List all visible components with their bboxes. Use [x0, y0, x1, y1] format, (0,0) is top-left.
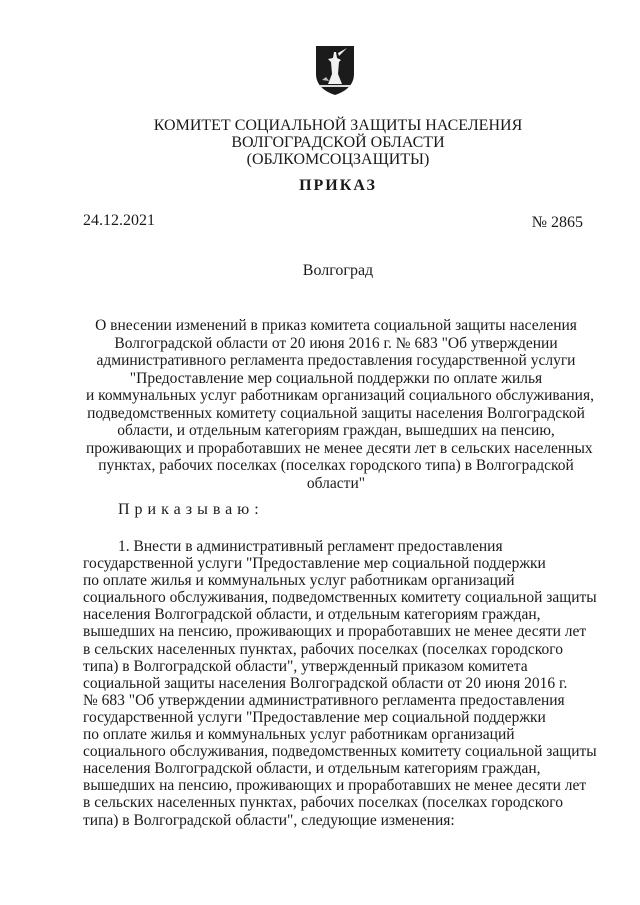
paragraph-line: социальной защиты населения Волгоградской области от 20 июня 2016 г. [83, 674, 568, 692]
paragraph-1 [83, 538, 597, 829]
subject-line: и коммунальных услуг работникам организаций социального обслуживания, [86, 387, 594, 404]
subject-line: Волгоградской области от 20 июня 2016 г. № 683 "Об утверждении [114, 334, 558, 352]
agency-line-3: (ОБЛКОМСОЦЗАЩИТЫ) [246, 151, 430, 168]
paragraph-line: № 683 "Об утверждении административного регламента предоставления [83, 691, 565, 709]
city-name: Волгоград [302, 262, 374, 279]
paragraph-line: населения Волгоградской области, и отдельным категориям граждан, [83, 760, 541, 778]
subject-line: подведомственных комитету социальной защиты населения Волгоградской [87, 404, 585, 422]
subject-line: области, и отдельным категориям граждан, вышедших на пенсию, [117, 422, 555, 439]
paragraph-line: по оплате жилья и коммунальных услуг работникам организаций [83, 726, 515, 744]
paragraph-line: государственной услуги "Предоставление мер социальной поддержки [83, 708, 546, 726]
order-subject [86, 317, 594, 492]
paragraph-line: в сельских населенных пунктах, рабочих поселках (поселках городского [83, 794, 563, 812]
agency-line-1: КОМИТЕТ СОЦИАЛЬНОЙ ЗАЩИТЫ НАСЕЛЕНИЯ [153, 117, 523, 134]
paragraph-line: вышедших на пенсию, проживающих и проработавших не менее десяти лет [83, 777, 587, 795]
paragraph-line: в сельских населенных пунктах, рабочих поселках (поселках городского [83, 640, 563, 658]
paragraph-line: типа) в Волгоградской области", утвержденный приказом комитета [83, 657, 528, 675]
subject-line: пунктах, рабочих поселках (поселках городского типа) в Волгоградской [98, 457, 574, 474]
paragraph-line: типа) в Волгоградской области", следующие изменения: [83, 811, 455, 829]
agency-line-2: ВОЛГОГРАДСКОЙ ОБЛАСТИ [231, 134, 445, 151]
subject-line: проживающих и проработавших не менее десяти лет в сельских населенных [86, 439, 593, 457]
subject-line: О внесении изменений в приказ комитета социальной защиты населения [95, 317, 577, 334]
subject-line: "Предоставление мер социальной поддержки по оплате жилья [129, 369, 543, 387]
paragraph-line: населения Волгоградской области, и отдельным категориям граждан, [83, 606, 541, 624]
paragraph-line: социального обслуживания, подведомственных комитету социальной защиты [83, 589, 597, 607]
order-number: № 2865 [531, 214, 583, 231]
paragraph-line: государственной услуги "Предоставление мер социальной поддержки [83, 555, 546, 573]
paragraph-line: по оплате жилья и коммунальных услуг работникам организаций [83, 572, 515, 590]
agency-name [0, 117, 640, 168]
paragraph-line: вышедших на пенсию, проживающих и проработавших не менее десяти лет [83, 623, 587, 641]
paragraph-line: социального обслуживания, подведомственных комитету социальной защиты [83, 743, 597, 761]
paragraph-line: 1. Внести в административный регламент предоставления [118, 538, 503, 555]
order-directive-word: Приказываю: [118, 501, 264, 518]
document-type-title: ПРИКАЗ [299, 177, 377, 194]
subject-line: административного регламента предоставления государственной услуги [96, 352, 576, 369]
subject-line: области" [306, 474, 366, 492]
coat-of-arms-emblem [314, 44, 356, 96]
order-date: 24.12.2021 [83, 212, 155, 229]
